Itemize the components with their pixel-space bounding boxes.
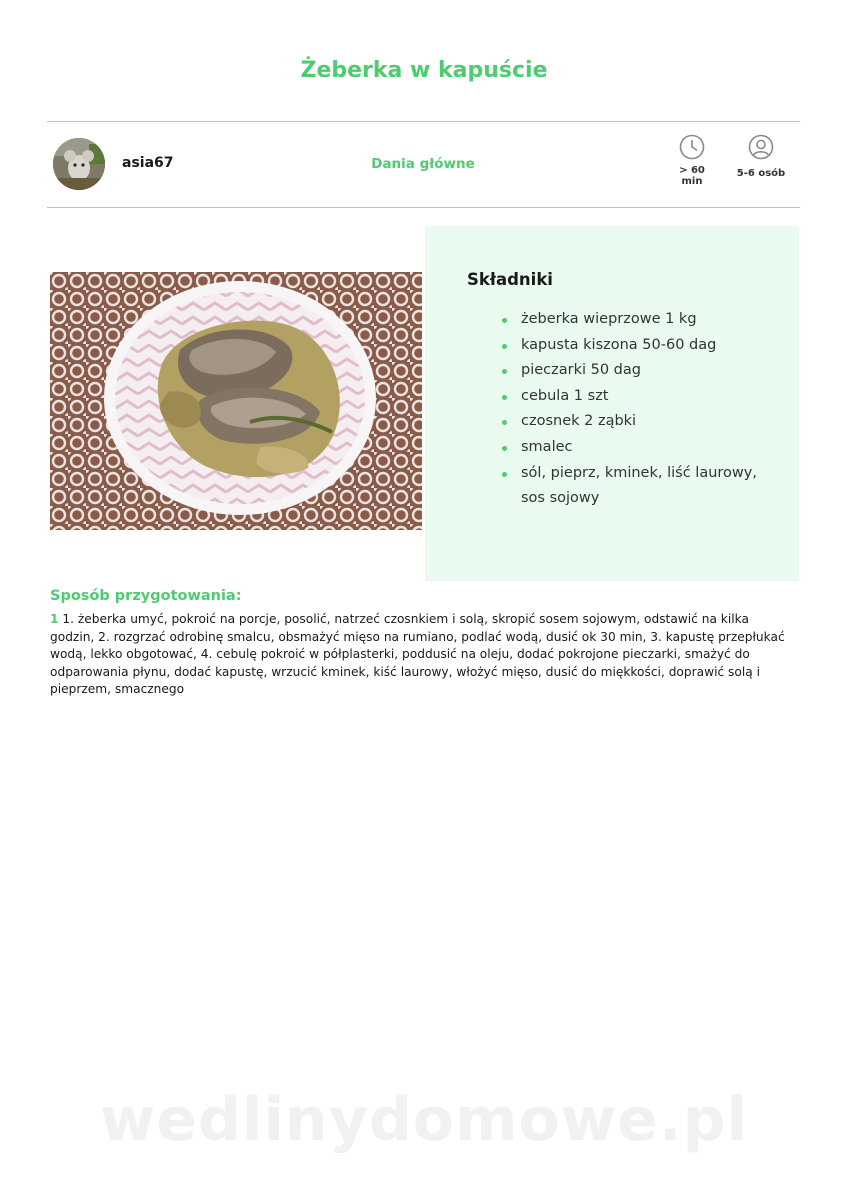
avatar[interactable]: [53, 138, 105, 190]
method-step: [50, 611, 790, 699]
author-name[interactable]: asia67: [122, 155, 174, 171]
watermark: wedlinydomowe.pl: [99, 1085, 749, 1155]
method-heading: Sposób przygotowania:: [50, 588, 242, 604]
servings: [733, 134, 789, 179]
ingredients-panel: [425, 226, 799, 581]
avatar-photo: [53, 138, 105, 190]
recipe-photo: [50, 272, 422, 530]
recipe-category[interactable]: Dania główne: [371, 156, 475, 172]
ingredient-item: sól, pieprz, kminek, liść laurowy, sos sojowy: [521, 461, 771, 512]
clock-icon: [679, 134, 705, 160]
ingredients-list: [521, 307, 771, 512]
user-icon: [748, 134, 774, 160]
ingredients-heading: Składniki: [467, 270, 553, 289]
recipe-meta-bar: [47, 121, 800, 208]
ingredient-item: smalec: [521, 435, 771, 461]
prep-time: [671, 134, 713, 187]
ingredient-item: żeberka wieprzowe 1 kg: [521, 307, 771, 333]
servings-value: 5-6 osób: [736, 168, 786, 179]
ingredient-item: kapusta kiszona 50-60 dag: [521, 333, 771, 359]
dish-image: [50, 272, 422, 530]
ingredient-item: czosnek 2 ząbki: [521, 409, 771, 435]
ingredient-item: cebula 1 szt: [521, 384, 771, 410]
ingredient-item: pieczarki 50 dag: [521, 358, 771, 384]
step-text: 1. żeberka umyć, pokroić na porcje, posolić, natrzeć czosnkiem i solą, skropić sosem sojowym, odstawić na kilka godzin, 2. rozgrzać odrobinę smalcu, obsmażyć mięso na rumiano, podlać wodą, dusić ok 30 min, 3. kapustę przepłukać wodą, lekko obgotować, 4. cebulę pokroić w półplasterki, poddusić na oleju, dodać pokrojone pieczarki, smażyć do odparowania płynu, dodać kapustę, wrzucić kminek, kiść laurowy, włożyć mięso, dusić do miękkości, doprawić solą i pieprzem, smacznego: [50, 612, 785, 697]
step-number: 1: [50, 612, 59, 626]
recipe-title: Żeberka w kapuście: [300, 58, 548, 83]
prep-time-value: > 60 min: [679, 165, 705, 187]
